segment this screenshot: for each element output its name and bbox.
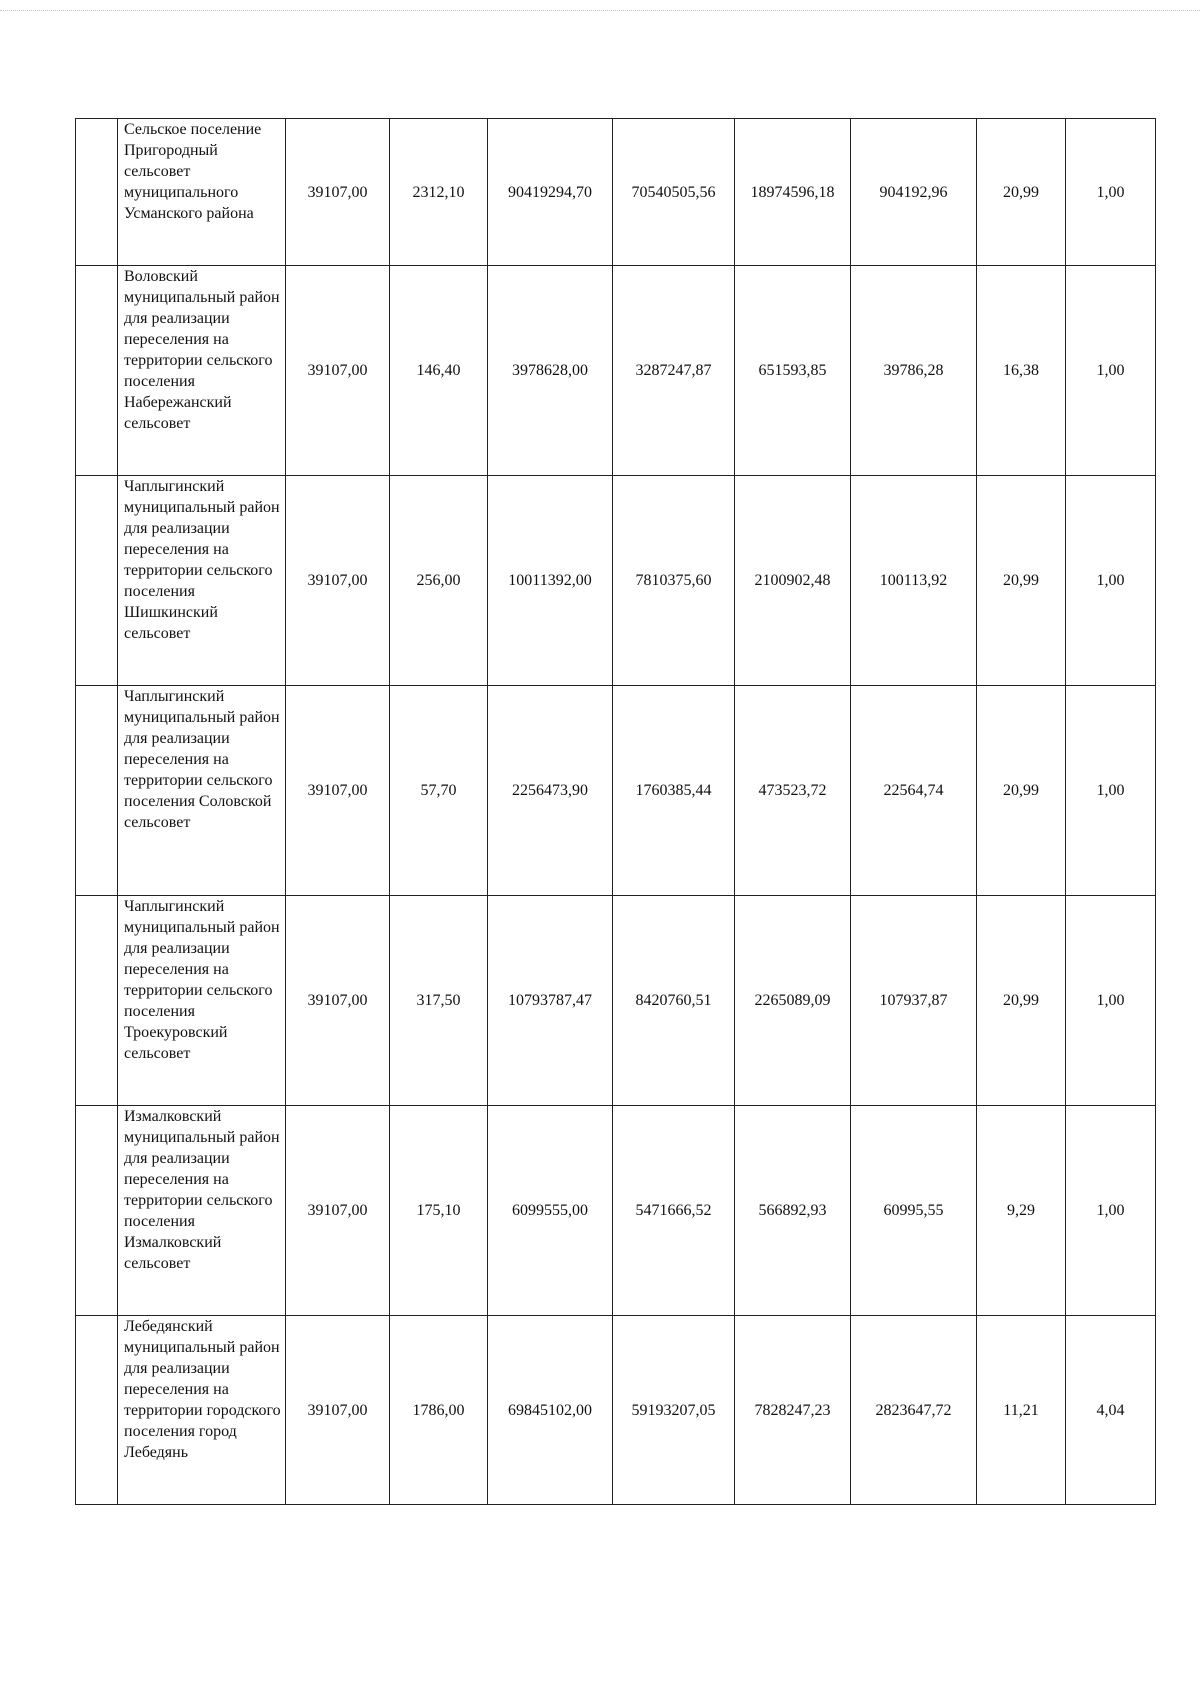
- cell-value: 22564,74: [851, 686, 977, 896]
- municipality-name: Лебедянский муниципальный район для реализации переселения на территории городского поселения город Лебедянь: [118, 1316, 286, 1505]
- row-index-cell: [76, 476, 118, 686]
- cell-value: 59193207,05: [613, 1316, 735, 1505]
- cell-value: 651593,85: [735, 266, 851, 476]
- row-index-cell: [76, 686, 118, 896]
- municipality-name: Чаплыгинский муниципальный район для реализации переселения на территории сельского поселения Соловской сельсовет: [118, 686, 286, 896]
- row-index-cell: [76, 266, 118, 476]
- cell-value: 4,04: [1066, 1316, 1156, 1505]
- municipality-name: Воловский муниципальный район для реализации переселения на территории сельского поселения Набережанский сельсовет: [118, 266, 286, 476]
- cell-value: 9,29: [977, 1106, 1066, 1316]
- cell-value: 5471666,52: [613, 1106, 735, 1316]
- cell-value: 7810375,60: [613, 476, 735, 686]
- cell-value: 69845102,00: [488, 1316, 613, 1505]
- row-index-cell: [76, 1106, 118, 1316]
- cell-value: 39107,00: [286, 476, 390, 686]
- cell-value: 20,99: [977, 686, 1066, 896]
- cell-value: 20,99: [977, 896, 1066, 1106]
- municipality-name: Измалковский муниципальный район для реализации переселения на территории сельского поселения Измалковский сельсовет: [118, 1106, 286, 1316]
- row-index-cell: [76, 896, 118, 1106]
- scan-edge-line: [0, 10, 1200, 11]
- municipality-name: Чаплыгинский муниципальный район для реализации переселения на территории сельского поселения Троекуровский сельсовет: [118, 896, 286, 1106]
- cell-value: 1,00: [1066, 119, 1156, 266]
- cell-value: 1760385,44: [613, 686, 735, 896]
- cell-value: 566892,93: [735, 1106, 851, 1316]
- row-index-cell: [76, 1316, 118, 1505]
- table-row: [76, 896, 1156, 1106]
- cell-value: 1,00: [1066, 1106, 1156, 1316]
- cell-value: 2100902,48: [735, 476, 851, 686]
- table-row: [76, 266, 1156, 476]
- cell-value: 1,00: [1066, 896, 1156, 1106]
- cell-value: 146,40: [390, 266, 488, 476]
- municipality-name: Сельское поселение Пригородный сельсовет муниципального Усманского района: [118, 119, 286, 266]
- cell-value: 57,70: [390, 686, 488, 896]
- cell-value: 1,00: [1066, 476, 1156, 686]
- cell-value: 11,21: [977, 1316, 1066, 1505]
- table-row: [76, 686, 1156, 896]
- cell-value: 1,00: [1066, 686, 1156, 896]
- table-row: [76, 1316, 1156, 1505]
- cell-value: 3978628,00: [488, 266, 613, 476]
- cell-value: 904192,96: [851, 119, 977, 266]
- cell-value: 2256473,90: [488, 686, 613, 896]
- cell-value: 1786,00: [390, 1316, 488, 1505]
- cell-value: 256,00: [390, 476, 488, 686]
- cell-value: 2823647,72: [851, 1316, 977, 1505]
- cell-value: 39107,00: [286, 266, 390, 476]
- cell-value: 8420760,51: [613, 896, 735, 1106]
- cell-value: 20,99: [977, 476, 1066, 686]
- cell-value: 39107,00: [286, 119, 390, 266]
- cell-value: 20,99: [977, 119, 1066, 266]
- cell-value: 473523,72: [735, 686, 851, 896]
- cell-value: 107937,87: [851, 896, 977, 1106]
- cell-value: 39786,28: [851, 266, 977, 476]
- cell-value: 10793787,47: [488, 896, 613, 1106]
- cell-value-wrapped: 18974596,18: [750, 183, 835, 201]
- cell-value: 10011392,00: [488, 476, 613, 686]
- cell-value: 3287247,87: [613, 266, 735, 476]
- cell-value: 39107,00: [286, 896, 390, 1106]
- cell-value: 6099555,00: [488, 1106, 613, 1316]
- cell-value: 317,50: [390, 896, 488, 1106]
- cell-value: 90419294,70: [488, 119, 613, 266]
- data-table: [75, 118, 1156, 1505]
- cell-value: 1,00: [1066, 266, 1156, 476]
- row-index-cell: [76, 119, 118, 266]
- table-row: [76, 119, 1156, 266]
- cell-value: 60995,55: [851, 1106, 977, 1316]
- municipality-name: Чаплыгинский муниципальный район для реализации переселения на территории сельского поселения Шишкинский сельсовет: [118, 476, 286, 686]
- table-row: [76, 476, 1156, 686]
- cell-value: 2265089,09: [735, 896, 851, 1106]
- table-row: [76, 1106, 1156, 1316]
- cell-value: 39107,00: [286, 686, 390, 896]
- cell-value: 100113,92: [851, 476, 977, 686]
- cell-value: 16,38: [977, 266, 1066, 476]
- cell-value: 175,10: [390, 1106, 488, 1316]
- cell-value: [735, 119, 851, 266]
- cell-value: 2312,10: [390, 119, 488, 266]
- cell-value: 7828247,23: [735, 1316, 851, 1505]
- cell-value: 70540505,56: [613, 119, 735, 266]
- cell-value: 39107,00: [286, 1316, 390, 1505]
- cell-value: 39107,00: [286, 1106, 390, 1316]
